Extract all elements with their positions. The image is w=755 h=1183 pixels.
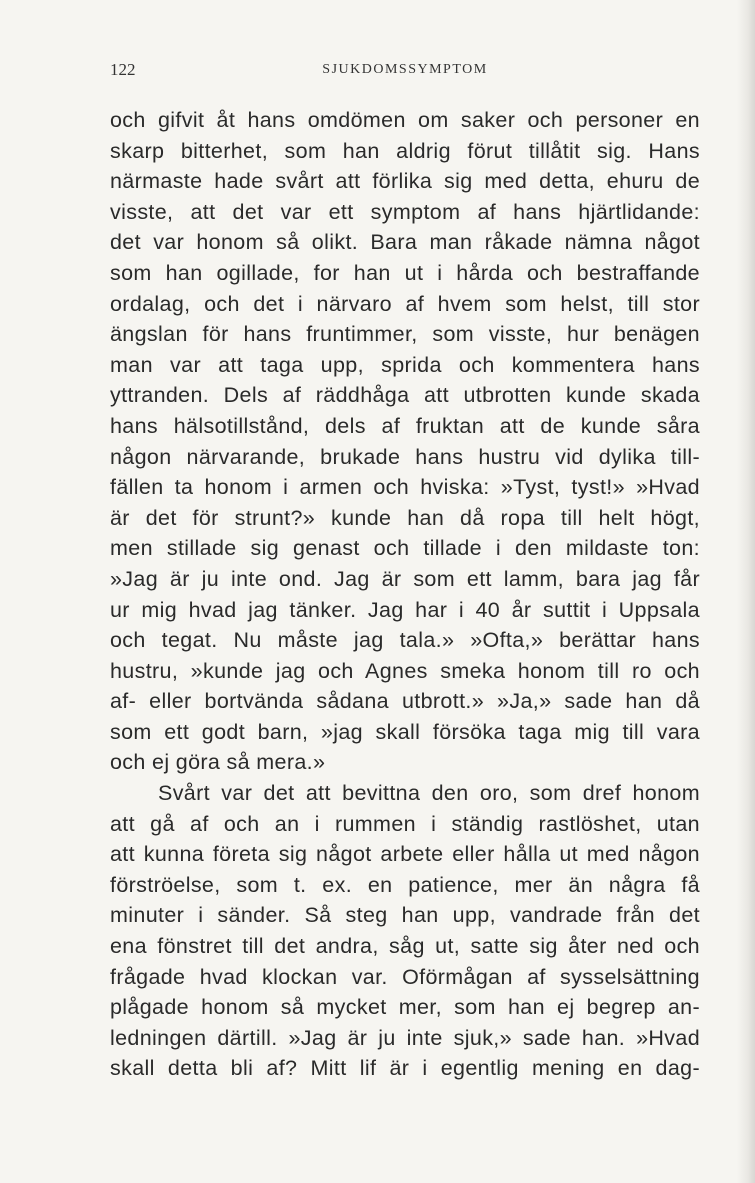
- text-line: af- eller bortvända sådana utbrott.» »Ja,» sade han då: [110, 689, 700, 714]
- text-line: och gifvit åt hans omdömen om saker och personer en: [110, 108, 700, 132]
- text-line: att gå af och an i rummen i ständig rastlöshet, utan: [110, 811, 700, 836]
- text-line: Svårt var det att bevittna den oro, som dref honom: [158, 781, 700, 806]
- paragraph-1: [110, 105, 700, 778]
- text-line: »Jag är ju inte ond. Jag är som ett lamm, bara jag får: [110, 566, 700, 591]
- text-line: yttranden. Dels af räddhåga att utbrotten kunde skada: [110, 383, 700, 408]
- text-line: att kunna företa sig något arbete eller hålla ut med någon: [110, 842, 700, 867]
- running-head: SJUKDOMSSYMPTOM: [322, 62, 488, 77]
- page-header: [110, 60, 700, 84]
- text-line: frågade hvad klockan var. Oförmågan af sysselsättning: [110, 964, 700, 989]
- text-line: skall detta bli af? Mitt lif är i egentlig mening en dag-: [110, 1056, 700, 1081]
- text-line: skarp bitterhet, som han aldrig förut tillåtit sig. Hans: [110, 138, 700, 163]
- text-line: ena fönstret till det andra, såg ut, satte sig åter ned och: [110, 934, 700, 959]
- text-line: visste, att det var ett symptom af hans hjärtlidande:: [110, 199, 700, 224]
- text-line: som ett godt barn, »jag skall försöka taga mig till vara: [110, 719, 700, 744]
- text-line: fällen ta honom i armen och hviska: »Tyst, tyst!» »Hvad: [110, 475, 700, 500]
- text-line: ur mig hvad jag tänker. Jag har i 40 år suttit i Uppsala: [110, 597, 700, 622]
- text-line: närmaste hade svårt att förlika sig med detta, ehuru de: [110, 169, 700, 194]
- page-edge-shadow: [737, 0, 755, 1183]
- text-line: ledningen därtill. »Jag är ju inte sjuk,» sade han. »Hvad: [110, 1025, 700, 1050]
- text-line: förströelse, som t. ex. en patience, mer än några få: [110, 872, 700, 897]
- text-line: någon närvarande, brukade hans hustru vid dylika till-: [110, 444, 700, 469]
- paragraph-2: [110, 778, 700, 1084]
- text-line: ordalag, och det i närvaro af hvem som helst, till stor: [110, 291, 700, 316]
- body-text: [110, 105, 700, 1084]
- text-line: hans hälsotillstånd, dels af fruktan att de kunde såra: [110, 413, 700, 438]
- text-line: som han ogillade, for han ut i hårda och bestraffande: [110, 260, 700, 285]
- text-line: och ej göra så mera.»: [110, 750, 326, 775]
- text-line: men stillade sig genast och tillade i den mildaste ton:: [110, 536, 700, 561]
- page-number: 122: [110, 60, 136, 79]
- text-line: är det för strunt?» kunde han då ropa till helt högt,: [110, 505, 700, 530]
- text-line: plågade honom så mycket mer, som han ej begrep an-: [110, 995, 700, 1020]
- text-line: ängslan för hans fruntimmer, som visste, hur benägen: [110, 322, 700, 347]
- text-line: hustru, »kunde jag och Agnes smeka honom till ro och: [110, 658, 700, 683]
- text-line: minuter i sänder. Så steg han upp, vandrade från det: [110, 903, 700, 928]
- text-line: man var att taga upp, sprida och kommentera hans: [110, 352, 700, 377]
- text-line: det var honom så olikt. Bara man råkade nämna något: [110, 230, 700, 255]
- text-line: och tegat. Nu måste jag tala.» »Ofta,» berättar hans: [110, 628, 700, 653]
